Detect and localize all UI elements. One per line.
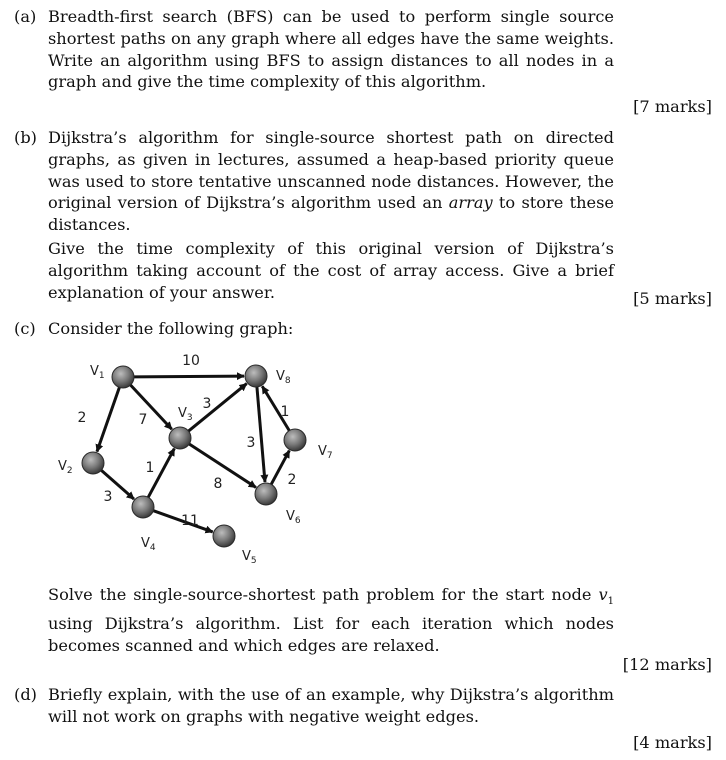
question-c-solve-text-a: Solve the single-source-shortest path problem for the start node (48, 585, 599, 604)
edge-weight-v3-v8: 3 (202, 396, 212, 412)
question-b-text-1b: to store these distances. (48, 193, 614, 235)
question-b-marks: [5 marks] (633, 289, 712, 308)
node-label-v8: $V_8$ (276, 368, 291, 386)
edge-v8-v6 (257, 387, 265, 482)
edge-weight-v1-v3: 7 (138, 412, 148, 428)
question-c-solve (48, 584, 614, 657)
edge-v3-v8 (189, 384, 247, 431)
node-v7 (284, 429, 306, 451)
edge-v1-v8 (134, 376, 244, 377)
node-v8 (245, 365, 267, 387)
node-label-v6: $V_6$ (286, 508, 301, 526)
edge-v1-v2 (97, 387, 119, 451)
question-b-text-1a: Dijkstra’s algorithm for single-source shortest path on directed graphs, as given in lectures, assumed a heap-based priority queue was used to store tentative unscanned node distances. However, the original version of Dijkstra’s algorithm used an (48, 128, 614, 213)
edge-weight-v2-v4: 3 (103, 489, 113, 505)
edge-weight-v4-v3: 1 (145, 460, 155, 476)
node-v3 (169, 427, 191, 449)
question-d-marks: [4 marks] (633, 733, 712, 752)
question-d-label: (d) (14, 685, 37, 704)
question-b-emphasis: array (448, 193, 493, 213)
node-label-v5: $V_5$ (242, 548, 257, 566)
start-node-var: v (598, 585, 608, 604)
edge-weight-v1-v8: 10 (182, 353, 200, 369)
edge-weight-v8-v6: 3 (246, 435, 256, 451)
node-v4 (132, 496, 154, 518)
question-b-paragraph-2: Give the time complexity of this original version of Dijkstra’s algorithm taking account of the cost of array access. Give a brief explanation of your answer. (48, 238, 614, 302)
question-c-solve-text-b: using Dijkstra’s algorithm. List for each iteration which nodes becomes scanned and which edges are relaxed. (48, 614, 614, 655)
question-d-text: Briefly explain, with the use of an example, why Dijkstra’s algorithm will not work on graphs with negative weight edges. (48, 685, 614, 726)
edge-weight-v3-v6: 8 (213, 476, 223, 492)
question-c-intro: Consider the following graph: (48, 319, 294, 338)
node-v6 (255, 483, 277, 505)
edge-weight-v1-v2: 2 (77, 410, 87, 426)
question-a-marks: [7 marks] (633, 97, 712, 116)
question-a-label: (a) (14, 7, 37, 26)
question-c-label: (c) (14, 319, 36, 338)
question-a-text: Breadth-first search (BFS) can be used to perform single source shortest paths on any graph where all edges have the same weights. Write an algorithm using BFS to assign distances to all nodes in a graph and give the time complexity of this algorithm. (48, 7, 614, 92)
question-c-task (14, 584, 614, 657)
node-label-v2: $V_2$ (58, 458, 73, 476)
node-label-v3: $V_3$ (178, 405, 193, 423)
question-d (14, 684, 614, 728)
node-label-v4: $V_4$ (141, 535, 156, 553)
edge-v1-v3 (131, 385, 172, 429)
question-c-marks: [12 marks] (622, 655, 712, 674)
node-v1 (112, 366, 134, 388)
start-node-sub: 1 (607, 596, 614, 608)
edge-weight-v7-v8: 1 (280, 404, 290, 420)
edge-weight-v4-v5: 11 (181, 513, 199, 529)
node-label-v7: $V_7$ (318, 443, 333, 461)
edge-weight-v6-v7: 2 (287, 472, 297, 488)
node-v5 (213, 525, 235, 547)
node-label-v1: $V_1$ (90, 363, 105, 381)
node-v2 (82, 452, 104, 474)
question-b-label: (b) (14, 128, 37, 147)
